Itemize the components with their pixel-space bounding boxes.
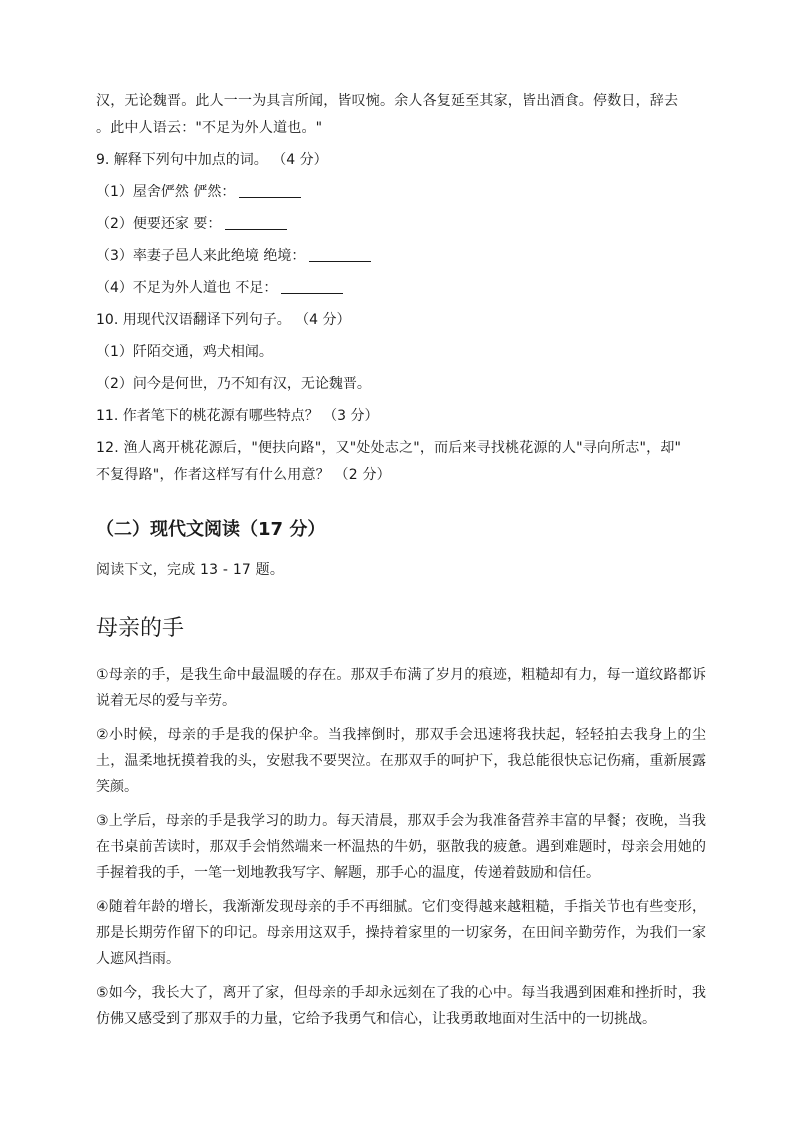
question-9-item-3-text: （3）率妻子邑人来此绝境 绝境：	[96, 248, 306, 264]
question-9-item-2-text: （2）便要还家 要：	[96, 216, 222, 232]
answer-blank[interactable]	[309, 247, 371, 262]
question-10-stem: 10. 用现代汉语翻译下列句子。 （4 分）	[96, 312, 351, 328]
answer-blank[interactable]	[239, 183, 301, 198]
article-paragraph-1: ①母亲的手，是我生命中最温暖的存在。那双手布满了岁月的痕迹，粗糙却有力，每一道纹路都诉说着无尽的爱与辛劳。	[96, 667, 706, 709]
question-9-item-2	[96, 211, 706, 238]
question-12-line-1: 12. 渔人离开桃花源后，"便扶向路"，又"处处志之"，而后来寻找桃花源的人"寻向所志"，却"	[96, 440, 682, 456]
question-9-item-1	[96, 179, 706, 206]
article-paragraph-4: ④随着年龄的增长，我渐渐发现母亲的手不再细腻。它们变得越来越粗糙，手指关节也有些变形，那是长期劳作留下的印记。母亲用这双手，操持着家里的一切家务，在田间辛勤劳作，为我们一家人遮风挡雨。	[96, 899, 706, 967]
question-9-item-1-text: （1）屋舍俨然 俨然：	[96, 184, 236, 200]
intro-line-1: 汉，无论魏晋。此人一一为具言所闻，皆叹惋。余人各复延至其家，皆出酒食。停数日，辞去	[96, 93, 679, 109]
article-title: 母亲的手	[96, 616, 185, 641]
document-page	[96, 88, 706, 1040]
question-9-item-3	[96, 243, 706, 270]
question-12-line-2: 不复得路"，作者这样写有什么用意？ （2 分）	[96, 467, 391, 483]
question-9-item-4	[96, 275, 706, 302]
article-paragraph-2: ②小时候，母亲的手是我的保护伞。当我摔倒时，那双手会迅速将我扶起，轻轻拍去我身上的尘土，温柔地抚摸着我的头，安慰我不要哭泣。在那双手的呵护下，我总能很快忘记伤痛，重新展露笑颜。	[96, 727, 706, 795]
question-9-stem: 9. 解释下列句中加点的词。 （4 分）	[96, 152, 328, 168]
question-10-item-2: （2）问今是何世，乃不知有汉，无论魏晋。	[96, 376, 371, 392]
question-11: 11. 作者笔下的桃花源有哪些特点？ （3 分）	[96, 408, 379, 424]
section-2-title: （二）现代文阅读（17 分）	[96, 519, 326, 540]
answer-blank[interactable]	[225, 215, 287, 230]
answer-blank[interactable]	[281, 279, 343, 294]
question-9-item-4-text: （4）不足为外人道也 不足：	[96, 280, 278, 296]
section-2-instruction: 阅读下文，完成 13 - 17 题。	[96, 562, 285, 578]
question-10-item-1: （1）阡陌交通，鸡犬相闻。	[96, 344, 273, 360]
article-paragraph-5: ⑤如今，我长大了，离开了家，但母亲的手却永远刻在了我的心中。每当我遇到困难和挫折时，我仿佛又感受到了那双手的力量，它给予我勇气和信心，让我勇敢地面对生活中的一切挑战。	[96, 985, 706, 1027]
article-paragraph-3: ③上学后，母亲的手是我学习的助力。每天清晨，那双手会为我准备营养丰富的早餐；夜晚，当我在书桌前苦读时，那双手会悄然端来一杯温热的牛奶，驱散我的疲惫。遇到难题时，母亲会用她的手握着我的手，一笔一划地教我写字、解题，那手心的温度，传递着鼓励和信任。	[96, 813, 706, 881]
intro-line-2: 。此中人语云："不足为外人道也。"	[96, 120, 323, 136]
